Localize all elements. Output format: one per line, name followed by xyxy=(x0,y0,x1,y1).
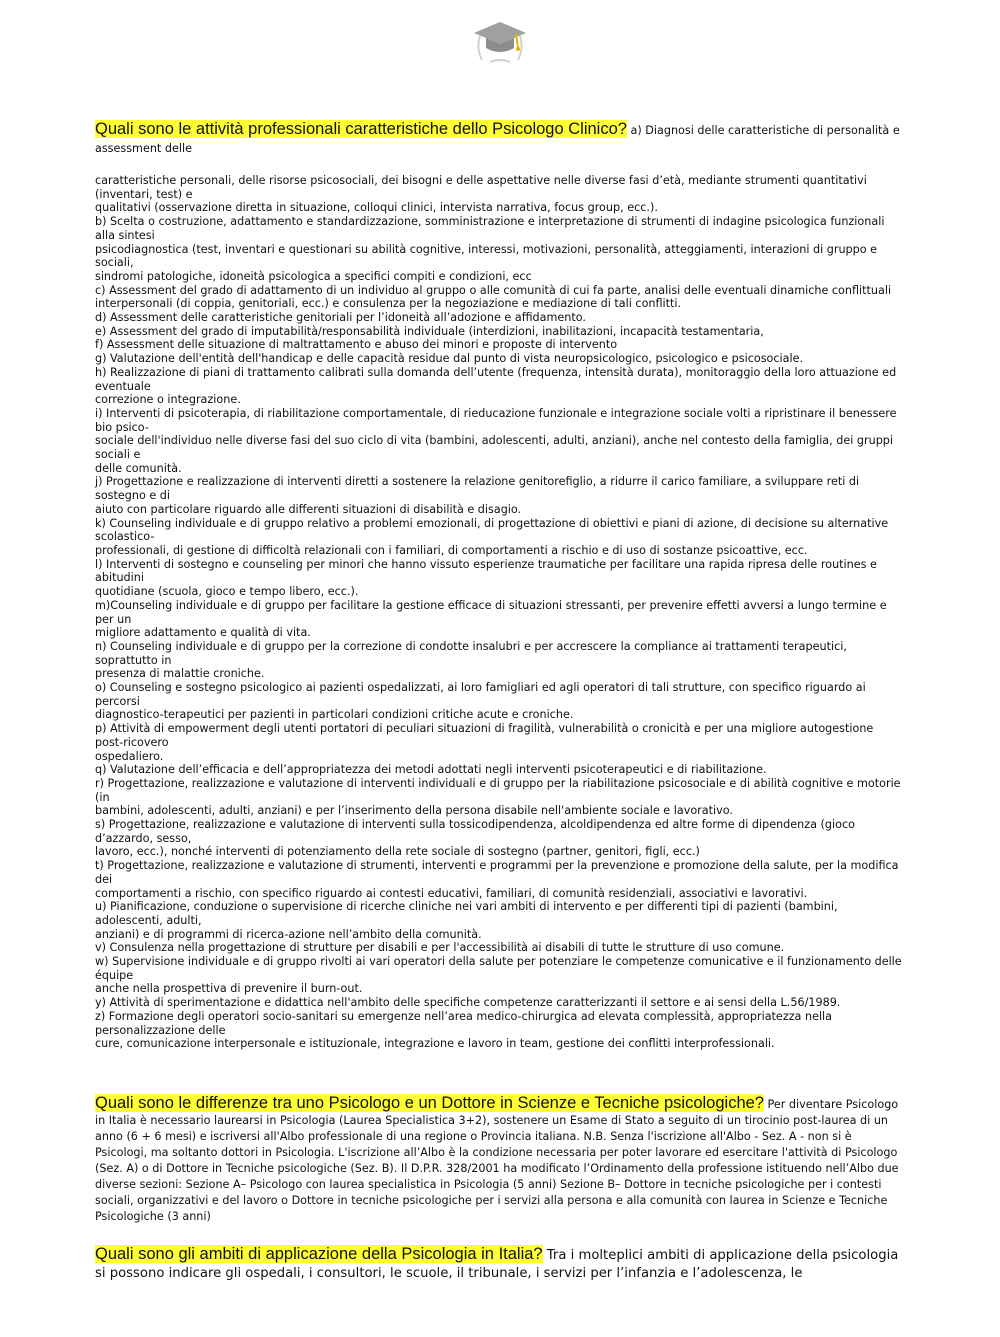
activity-line: sociale dell'individuo nelle diverse fasi del suo ciclo di vita (bambini, adolescenti, adulti, anziani), anche nel contesto della famiglia, dei gruppi sociali e xyxy=(95,434,894,462)
activity-line: z) Formazione degli operatori socio-sanitari su emergenze nell’area medico-chirurgica ad elevata complessità, appropriatezza nella personalizzazione delle xyxy=(95,1009,833,1037)
activity-line: lavoro, ecc.), nonché interventi di potenziamento della rete sociale di sostegno (partner, genitori, figli, ecc.) xyxy=(95,845,700,859)
activity-line: r) Progettazione, realizzazione e valutazione di interventi individuali e di gruppo per la riabilitazione psicosociale e di abilità cognitive e motorie (in xyxy=(95,776,901,804)
activity-line: caratteristiche personali, delle risorse psicosociali, dei bisogni e delle aspettative nelle diverse fasi d’età, mediante strumenti quantitativi (inventari, test) e xyxy=(95,174,867,201)
activity-line: professionali, di gestione di difficoltà relazionali con i familiari, di comportamenti a rischio e di uso di sostanze psicoattive, ecc. xyxy=(95,543,808,557)
document-page xyxy=(95,120,903,1283)
activity-line: ospedaliero. xyxy=(95,749,164,763)
activity-line: w) Supervisione individuale e di gruppo rivolti ai vari operatori della salute per potenziare le competenze comunicative e il funzionamento delle équipe xyxy=(95,955,902,982)
activity-line: delle comunità. xyxy=(95,461,182,475)
activity-line: diagnostico-terapeutici per pazienti in particolari condizioni critiche acute e croniche. xyxy=(95,708,574,722)
activity-line: n) Counseling individuale e di gruppo per la correzione di condotte insalubri e per accrescere la compliance ai trattamenti terapeutici, soprattutto in xyxy=(95,639,847,667)
activity-line: psicodiagnostica (test, inventari e questionari su abilità cognitive, interessi, motivazioni, personalità, atteggiamenti, interazioni di gruppo e sociali, xyxy=(95,242,878,270)
activity-line: s) Progettazione, realizzazione e valutazione di interventi sulla tossicodipendenza, alcoldipendenza ed altre forme di dipendenza (gioco d’azzardo, sesso, xyxy=(95,818,855,845)
activity-line: quotidiane (scuola, gioco e tempo libero, ecc.). xyxy=(95,585,359,599)
activity-line: aiuto con particolare riguardo alle differenti situazioni di disabilità e disagio. xyxy=(95,502,522,516)
activity-line: m)Counseling individuale e di gruppo per facilitare la gestione efficace di situazioni stressanti, per prevenire effetti avversi a lungo termine e per un xyxy=(95,598,887,626)
activity-line: y) Attività di sperimentazione e didattica nell'ambito delle specifiche competenze caratterizzanti il settore e ai sensi della L.56/1989. xyxy=(95,996,841,1010)
activity-line: e) Assessment del grado di imputabilità/responsabilità individuale (interdizioni, inabilitazioni, incapacità testamentaria, xyxy=(95,324,764,338)
activity-line: v) Consulenza nella progettazione di strutture per disabili e per l'accessibilità ai disabili di tutte le strutture di uso comune. xyxy=(95,941,785,955)
activities-list xyxy=(95,174,903,1051)
activity-line: l) Interventi di sostegno e counseling per minori che hanno vissuto esperienze traumatiche per facilitare una rapida ripresa delle routines e abitudini xyxy=(95,557,877,585)
activity-line: anziani) e di programmi di ricerca-azione nell’ambito della comunità. xyxy=(95,927,482,941)
activity-line: p) Attività di empowerment degli utenti portatori di peculiari situazioni di fragilità, vulnerabilità o cronicità e per una migliore autogestione post-ricovero xyxy=(95,722,874,749)
question-attivita-heading: Quali sono le attività professionali caratteristiche dello Psicologo Clinico? xyxy=(95,120,627,138)
activity-line: c) Assessment del grado di adattamento di un individuo al gruppo o alle comunità di cui fa parte, analisi delle eventuali dinamiche conflittuali xyxy=(95,283,892,297)
activity-line: g) Valutazione dell'entità dell'handicap e delle capacità residue dal punto di vista neuropsicologico, psicologico e psicosociale. xyxy=(95,352,804,366)
intro-text: a) Diagnosi delle caratteristiche di personalità e assessment delle xyxy=(95,124,900,155)
activity-line: interpersonali (di coppia, genitoriali, ecc.) e consulenza per la negoziazione e mediazione di tali conflitti. xyxy=(95,297,682,311)
activity-line: presenza di malattie croniche. xyxy=(95,667,265,681)
activity-line: u) Pianificazione, conduzione o supervisione di ricerche cliniche nei vari ambiti di intervento e per differenti tipi di pazienti (bambini, adolescenti, adulti, xyxy=(95,900,838,927)
activity-line: q) Valutazione dell’efficacia e dell’appropriatezza dei metodi adottati negli interventi psicoterapeutici e di riabilitazione. xyxy=(95,763,767,777)
section-attivita xyxy=(95,120,903,158)
activity-line: correzione o integrazione. xyxy=(95,393,241,407)
activity-line: j) Progettazione e realizzazione di interventi diretti a sostenere la relazione genitorefiglio, a ridurre il carico familiare, a sviluppare reti di sostegno e di xyxy=(95,475,860,503)
question-ambiti-heading: Quali sono gli ambiti di applicazione della Psicologia in Italia? xyxy=(95,1245,543,1263)
activity-line: f) Assessment delle situazione di maltrattamento e abuso dei minori e proposte di intervento xyxy=(95,338,618,352)
activity-line: d) Assessment delle caratteristiche genitoriali per l’idoneità all’adozione e affidamento. xyxy=(95,311,586,325)
activity-line: cure, comunicazione interpersonale e istituzionale, integrazione e lavoro in team, gestione dei conflitti interprofessionali. xyxy=(95,1037,775,1051)
differenze-text: Per diventare Psicologo in Italia è necessario laurearsi in Psicologia (Laurea Specialistica 3+2), sostenere un Esame di Stato a seguito di un tirocinio post-laurea di un anno (6 + 6 mesi) e iscriversi all'Albo professionale di una regione o Provincia italiana. N.B. Senza l'iscrizione all'Albo - Sez. A - non si è Psicologi, ma soltanto dottori in Psicologia. L'iscrizione all’Albo è la condizione necessaria per poter lavorare ed esercitare l'attività di Psicologo (Sez. A) o di Dottore in Tecniche psicologiche (Sez. B). Il D.P.R. 328/2001 ha modificato l’Ordinamento della professione istituendo nell’Albo due diverse sezioni: Sezione A– Psicologo con laurea specialistica in Psicologia (5 anni) Sezione B– Dottore in tecniche psicologiche per i contesti sociali, organizzativi e del lavoro o Dottore in tecniche psicologiche per i servizi alla persona e alla comunità con laurea in Scienze e Tecniche Psicologiche (3 anni) xyxy=(95,1098,899,1223)
activity-line: h) Realizzazione di piani di trattamento calibrati sulla domanda dell’utente (frequenza, intensità durata), monitoraggio della loro attuazione ed eventuale xyxy=(95,365,897,393)
activity-line: anche nella prospettiva di prevenire il burn-out. xyxy=(95,982,363,996)
activity-line: migliore adattamento e qualità di vita. xyxy=(95,626,311,640)
activity-line: o) Counseling e sostegno psicologico ai pazienti ospedalizzati, ai loro famigliari ed agli operatori di tali strutture, con specifico riguardo ai percorsi xyxy=(95,681,866,708)
section-ambiti xyxy=(95,1245,903,1283)
ambiti-text: Tra i molteplici ambiti di applicazione della psicologia si possono indicare gli ospedali, i consultori, le scuole, il tribunale, i servizi per l’infanzia e l’adolescenza, le xyxy=(95,1248,899,1281)
activity-line: t) Progettazione, realizzazione e valutazione di strumenti, interventi e programmi per la prevenzione e promozione della salute, per la modifica dei xyxy=(95,859,899,886)
graduation-cap-logo-icon xyxy=(470,18,530,66)
activity-line: comportamenti a rischio, con specifico riguardo ai contesti educativi, familiari, di comunità residenziali, associativi e lavorativi. xyxy=(95,886,808,900)
activity-line: qualitativi (osservazione diretta in situazione, colloqui clinici, intervista narrativa, focus group, ecc.). xyxy=(95,201,658,215)
activity-line: b) Scelta o costruzione, adattamento e standardizzazione, somministrazione e interpretazione di strumenti di indagine psicologica funzionali alla sintesi xyxy=(95,215,885,242)
activity-line: i) Interventi di psicoterapia, di riabilitazione comportamentale, di rieducazione funzionale e integrazione sociale volti a ripristinare il benessere bio psico- xyxy=(95,406,897,434)
activity-line: bambini, adolescenti, adulti, anziani) e per l’inserimento della persona disabile nell'ambiente sociale e lavorativo. xyxy=(95,804,733,818)
activity-line: sindromi patologiche, idoneità psicologica a specifici compiti e condizioni, ecc xyxy=(95,269,532,283)
section-differenze xyxy=(95,1095,903,1225)
question-differenze-heading: Quali sono le differenze tra uno Psicologo e un Dottore in Scienze e Tecniche psicologiche? xyxy=(95,1094,764,1112)
activity-line: k) Counseling individuale e di gruppo relativo a problemi emozionali, di progettazione di obiettivi e piani di azione, di decisione su alternative scolastico- xyxy=(95,516,889,544)
